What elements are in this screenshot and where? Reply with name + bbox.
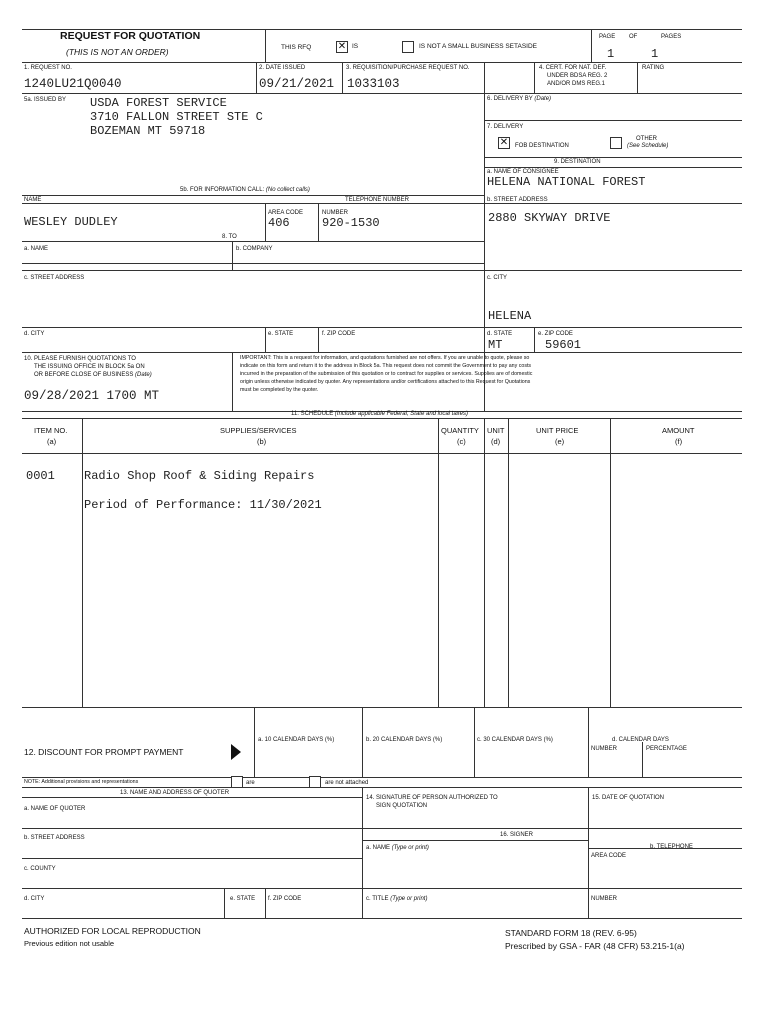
state-label: d. STATE: [487, 331, 513, 337]
delivery-label: 7. DELIVERY: [487, 124, 524, 130]
col-supplies-header: SUPPLIES/SERVICES: [220, 426, 297, 435]
request-no-label: 1. REQUEST NO.: [24, 65, 72, 71]
quote-deadline-value: 09/28/2021 1700 MT: [24, 389, 160, 403]
quoter-title: 13. NAME AND ADDRESS OF QUOTER: [120, 790, 230, 796]
is-not-label: IS NOT A SMALL BUSINESS SETASIDE: [419, 43, 538, 50]
cert-label-3: AND/OR DMS REG.1: [547, 81, 606, 87]
to-label: 8. TO: [222, 234, 237, 240]
col-price-sub: (e): [555, 437, 565, 446]
quote-deadline-line2: THE ISSUING OFFICE IN BLOCK 5a ON: [34, 364, 145, 370]
are-not-label: are not attached: [325, 780, 369, 786]
schedule-title: 11. SCHEDULE (Include applicable Federal, State and local taxes): [291, 411, 468, 417]
discount-20-days: b. 20 CALENDAR DAYS (%): [366, 737, 443, 743]
quoter-name-label: a. NAME OF QUOTER: [24, 806, 86, 812]
are-label: are: [246, 780, 255, 786]
signer-name-label: a. NAME (Type or print): [366, 845, 429, 851]
fob-destination-checkbox[interactable]: ✕: [499, 137, 509, 148]
quoter-state-label: e. STATE: [230, 896, 256, 902]
date-issued-value: 09/21/2021: [259, 77, 335, 91]
footer-left-line2: Previous edition not usable: [24, 939, 115, 948]
quoter-county-label: c. COUNTY: [24, 866, 56, 872]
col-item-header: ITEM NO.: [34, 426, 68, 435]
date-issued-label: 2. DATE ISSUED: [259, 65, 306, 71]
issued-by-label: 5a. ISSUED BY: [24, 97, 67, 103]
discount-30-days: c. 30 CALENDAR DAYS (%): [477, 737, 553, 743]
signature-label-1: 14. SIGNATURE OF PERSON AUTHORIZED TO: [366, 795, 498, 801]
important-line2: indicate on this form and return it to the address in Block 5a. This request does not commit the Government to pay any costs: [240, 363, 532, 369]
other-checkbox[interactable]: [610, 137, 622, 149]
col-item-sub: (a): [47, 437, 57, 446]
important-line1: IMPORTANT: This is a request for information, and quotations furnished are not offers. If you are unable to quote, please so: [240, 355, 530, 361]
form-title: REQUEST FOR QUOTATION: [60, 30, 201, 42]
discount-10-days: a. 10 CALENDAR DAYS (%): [258, 737, 335, 743]
signer-title-label: c. TITLE (Type or print): [366, 896, 428, 902]
to-city-label: d. CITY: [24, 331, 45, 337]
city-value: HELENA: [488, 309, 532, 323]
consignee-value: HELENA NATIONAL FOREST: [487, 175, 646, 189]
page-label: PAGE: [599, 34, 616, 40]
request-no-value: 1240LU21Q0040: [24, 77, 122, 91]
signer-number-label: NUMBER: [591, 896, 618, 902]
pages-value: 1: [651, 47, 659, 61]
street-address-label: b. STREET ADDRESS: [487, 197, 548, 203]
col-quantity-header: QUANTITY: [441, 426, 479, 435]
cert-label-1: 4. CERT. FOR NAT. DEF.: [539, 65, 607, 71]
col-quantity-sub: (c): [457, 437, 466, 446]
discount-label: 12. DISCOUNT FOR PROMPT PAYMENT: [24, 747, 184, 757]
to-street-label: c. STREET ADDRESS: [24, 275, 85, 281]
zip-value: 59601: [545, 338, 582, 352]
footer-left-line1: AUTHORIZED FOR LOCAL REPRODUCTION: [24, 926, 201, 936]
cert-label-2: UNDER BDSA REG. 2: [547, 73, 608, 79]
note-text: NOTE: Additional provisions and representations: [24, 779, 139, 785]
to-zip-label: f. ZIP CODE: [322, 331, 356, 337]
other-label: OTHER: [636, 136, 657, 142]
to-state-label: e. STATE: [268, 331, 294, 337]
form-subtitle: (THIS IS NOT AN ORDER): [66, 47, 169, 57]
important-line3: incurred in the preparation of the submission of this quotation or to contract for supplies or services. Supplies are of domestic: [240, 371, 533, 377]
of-label: OF: [629, 34, 638, 40]
state-value: MT: [488, 338, 503, 352]
footer-right-line1: STANDARD FORM 18 (REV. 6-95): [505, 928, 637, 938]
discount-arrow-icon: [231, 744, 241, 760]
rfq-label: THIS RFQ: [281, 44, 312, 51]
quote-deadline-line1: 10. PLEASE FURNISH QUOTATIONS TO: [24, 356, 136, 362]
city-label: c. CITY: [487, 275, 508, 281]
area-code-label: AREA CODE: [268, 210, 304, 216]
rating-label: RATING: [642, 65, 665, 71]
area-code-value: 406: [268, 216, 290, 230]
destination-title: 9. DESTINATION: [554, 159, 601, 165]
quotation-date-label: 15. DATE OF QUOTATION: [592, 795, 665, 801]
page-value: 1: [607, 47, 615, 61]
fob-destination-label: FOB DESTINATION: [515, 143, 569, 149]
item-description: Radio Shop Roof & Siding Repairs: [84, 469, 315, 483]
requisition-value: 1033103: [347, 77, 400, 91]
contact-name: WESLEY DUDLEY: [24, 215, 118, 229]
street-address-value: 2880 SKYWAY DRIVE: [488, 211, 611, 225]
item-number: 0001: [26, 469, 55, 483]
discount-calendar-days: d. CALENDAR DAYS: [612, 737, 669, 743]
discount-percentage-label: PERCENTAGE: [646, 746, 687, 752]
col-supplies-sub: (b): [257, 437, 267, 446]
col-unit-header: UNIT: [487, 426, 505, 435]
discount-number-label: NUMBER: [591, 746, 618, 752]
zip-label: e. ZIP CODE: [538, 331, 573, 337]
pages-label: PAGES: [661, 34, 682, 40]
col-unit-sub: (d): [491, 437, 501, 446]
footer-right-line2: Prescribed by GSA - FAR (48 CFR) 53.215-1(a): [505, 941, 685, 951]
signer-telephone-label: b. TELEPHONE: [650, 844, 693, 850]
quoter-street-label: b. STREET ADDRESS: [24, 835, 85, 841]
quoter-city-label: d. CITY: [24, 896, 45, 902]
requisition-label: 3. REQUISITION/PURCHASE REQUEST NO.: [346, 65, 470, 71]
col-price-header: UNIT PRICE: [536, 426, 579, 435]
phone-number-value: 920-1530: [322, 216, 380, 230]
info-call-label: 5b. FOR INFORMATION CALL: (No collect calls): [180, 187, 310, 193]
signature-label-2: SIGN QUOTATION: [376, 803, 428, 809]
col-amount-sub: (f): [675, 437, 683, 446]
to-company-label: b. COMPANY: [236, 246, 273, 252]
signer-area-code-label: AREA CODE: [591, 853, 627, 859]
other-sub-label: (See Schedule): [627, 143, 669, 149]
issued-by-line2: 3710 FALLON STREET STE C: [90, 110, 263, 124]
important-line4: origin unless otherwise indicated by quoter. Any representations and/or certifications attached to this Request for Quotations: [240, 379, 531, 385]
quote-deadline-line3: OR BEFORE CLOSE OF BUSINESS (Date): [34, 372, 152, 378]
phone-number-label: NUMBER: [322, 210, 349, 216]
is-checkbox[interactable]: ✕: [337, 41, 347, 52]
is-not-checkbox[interactable]: [402, 41, 414, 53]
are-checkbox[interactable]: [231, 776, 243, 788]
important-line5: must be completed by the quoter.: [240, 387, 319, 393]
name-label: NAME: [24, 197, 42, 203]
is-label: IS: [352, 43, 359, 50]
issued-by-line1: USDA FOREST SERVICE: [90, 96, 227, 110]
item-period: Period of Performance: 11/30/2021: [84, 498, 322, 512]
quoter-zip-label: f. ZIP CODE: [268, 896, 302, 902]
telephone-label: TELEPHONE NUMBER: [345, 197, 410, 203]
signer-title: 16. SIGNER: [500, 832, 534, 838]
issued-by-line3: BOZEMAN MT 59718: [90, 124, 206, 138]
to-name-label: a. NAME: [24, 246, 49, 252]
are-not-checkbox[interactable]: [309, 776, 321, 788]
delivery-by-label: 6. DELIVERY BY (Date): [487, 96, 552, 102]
consignee-label: a. NAME OF CONSIGNEE: [487, 169, 559, 175]
col-amount-header: AMOUNT: [662, 426, 695, 435]
